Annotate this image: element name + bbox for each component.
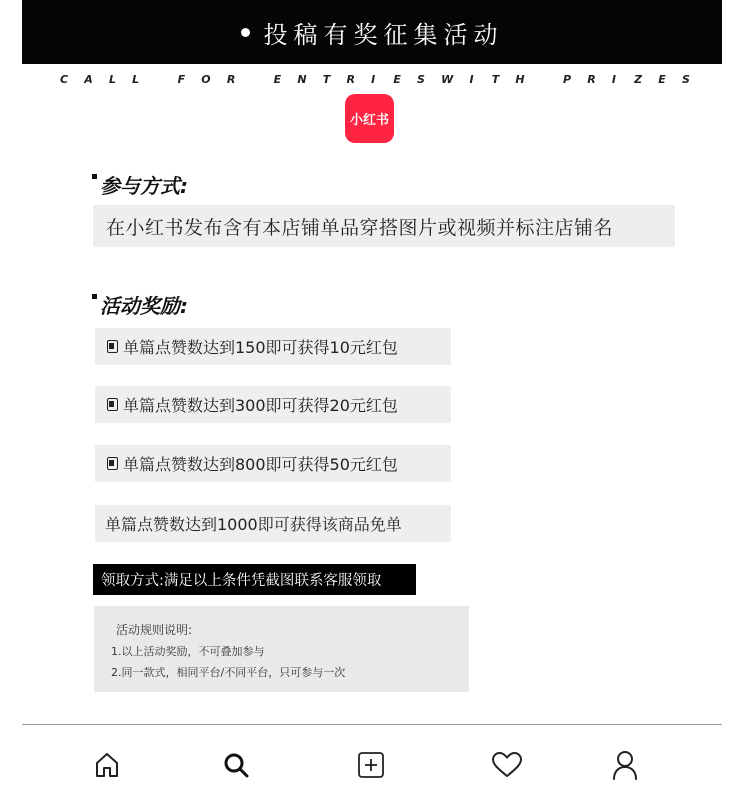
subtitle-letter: L xyxy=(132,73,140,86)
red-envelope-icon xyxy=(107,457,118,470)
reward-item xyxy=(95,328,451,365)
reward-text: 单篇点赞数达到800即可获得50元红包 xyxy=(123,455,398,474)
subtitle-letter: P xyxy=(562,73,572,86)
subtitle-letter: C xyxy=(60,73,69,86)
rules-panel xyxy=(94,606,469,692)
add-post-icon xyxy=(357,751,385,779)
rewards-heading xyxy=(92,290,188,319)
rules-title: 活动规则说明: xyxy=(116,623,193,637)
rewards-title: 活动奖励: xyxy=(100,294,188,318)
subtitle-letter: S xyxy=(681,73,690,86)
subtitle-letter: Z xyxy=(634,73,643,86)
participation-heading xyxy=(92,170,188,199)
subtitle-letter: R xyxy=(346,73,355,86)
nav-search-button[interactable] xyxy=(216,745,256,785)
subtitle-letter xyxy=(251,73,257,86)
nav-profile-button[interactable] xyxy=(605,745,645,785)
subtitle-letters xyxy=(60,73,690,86)
subtitle-letter: T xyxy=(491,73,500,86)
home-icon xyxy=(93,751,121,779)
red-envelope-icon xyxy=(107,398,118,411)
reward-item xyxy=(95,505,451,542)
reward-item xyxy=(95,445,451,482)
participation-description: 在小红书发布含有本店铺单品穿搭图片或视频并标注店铺名 xyxy=(106,216,614,239)
subtitle-letter: I xyxy=(611,73,616,86)
nav-likes-button[interactable] xyxy=(487,745,527,785)
subtitle-letter: S xyxy=(417,73,425,86)
subtitle-letter: I xyxy=(469,73,474,86)
reward-text: 单篇点赞数达到1000即可获得该商品免单 xyxy=(105,515,402,534)
xiaohongshu-logo xyxy=(345,94,394,143)
claim-banner xyxy=(93,564,416,595)
subtitle-letter: F xyxy=(177,73,186,86)
rule-item: 1.以上活动奖励，不可叠加参与 xyxy=(111,645,265,658)
subtitle-letter: R xyxy=(226,73,236,86)
subtitle-letter: E xyxy=(658,73,666,86)
subtitle-letter: E xyxy=(273,73,282,86)
subtitle-letter: N xyxy=(297,73,307,86)
claim-text: 领取方式:满足以上条件凭截图联系客服领取 xyxy=(101,573,382,589)
participation-title: 参与方式: xyxy=(100,174,188,198)
nav-divider xyxy=(22,724,722,725)
bullet-icon xyxy=(241,28,250,37)
participation-description-box xyxy=(93,205,675,247)
bottom-nav xyxy=(0,745,740,787)
subtitle-letter: L xyxy=(108,73,116,86)
subtitle-letter: T xyxy=(322,73,331,86)
heading-marker-icon xyxy=(92,294,97,299)
banner-title: 投稿有奖征集活动 xyxy=(263,20,504,49)
subtitle-letter: I xyxy=(371,73,376,86)
nav-home-button[interactable] xyxy=(87,745,127,785)
nav-add-button[interactable] xyxy=(351,745,391,785)
heart-icon xyxy=(491,751,523,779)
reward-item xyxy=(95,386,451,423)
subtitle-letter: W xyxy=(441,73,454,86)
logo-text: 小红书 xyxy=(349,113,389,128)
reward-text: 单篇点赞数达到300即可获得20元红包 xyxy=(123,396,398,415)
subtitle-letter xyxy=(541,73,547,86)
subtitle-letter: O xyxy=(201,73,211,86)
profile-icon xyxy=(611,750,639,780)
reward-text: 单篇点赞数达到150即可获得10元红包 xyxy=(123,338,398,357)
subtitle-letter: A xyxy=(84,73,93,86)
heading-marker-icon xyxy=(92,174,97,179)
subtitle-letter xyxy=(155,73,161,86)
subtitle-letter: H xyxy=(515,73,525,86)
header-banner xyxy=(22,0,722,64)
subtitle-letter: R xyxy=(587,73,596,86)
rule-item: 2.同一款式，相同平台/不同平台，只可参与一次 xyxy=(111,666,346,679)
subtitle-letter: E xyxy=(393,73,401,86)
red-envelope-icon xyxy=(107,340,118,353)
search-icon xyxy=(222,751,250,779)
